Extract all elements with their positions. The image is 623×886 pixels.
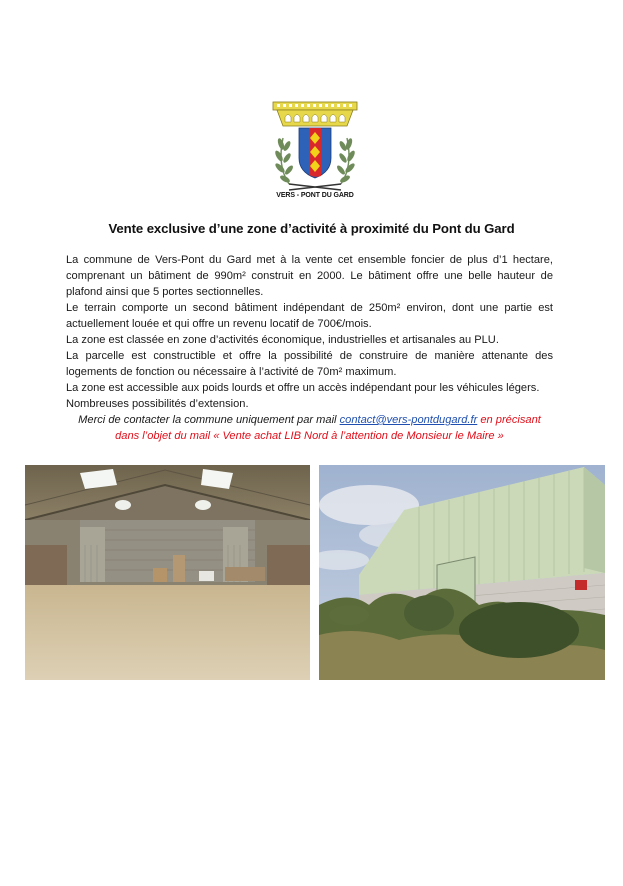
warehouse-exterior-image: [319, 465, 605, 680]
photo-warehouse-interior: [25, 465, 310, 680]
paragraph-second-building: Le terrain comporte un second bâtiment indépendant de 250m² environ, dont une partie est actuellement louée et qui offre un revenu locatif de 700€/mois.: [66, 302, 553, 330]
coat-of-arms-icon: [267, 100, 363, 192]
paragraph-zoning: La zone est classée en zone d’activités économique, industrielles et artisanales au PLU.: [66, 334, 499, 346]
paragraph-access: La zone est accessible aux poids lourds et offre un accès indépendant pour les véhicules légers.: [66, 382, 540, 394]
contact-email-link[interactable]: contact@vers-pontdugard.fr: [339, 414, 478, 426]
contact-prefix: Merci de contacter la commune uniquement par mail: [78, 414, 340, 426]
paragraph-extension: Nombreuses possibilités d’extension.: [66, 398, 249, 410]
photo-warehouse-exterior: [319, 465, 605, 680]
contact-instructions: [66, 412, 553, 444]
warehouse-interior-image: [25, 465, 310, 680]
logo-caption: VERS - PONT DU GARD: [276, 192, 354, 199]
paragraph-constructible: La parcelle est constructible et offre la possibilité de construire de manière attenante des logements de fonction ou nécessaire à l’activité de 70m² maximum.: [66, 350, 553, 378]
paragraph-description: La commune de Vers-Pont du Gard met à la vente cet ensemble foncier de plus d’1 hectare, comprenant un bâtiment de 990m² construit en 2000. Le bâtiment offre une belle hauteur de plafond ainsi que 5 portes sectionnelles.: [66, 254, 553, 298]
document-body: [66, 252, 553, 444]
contact-suffix: en précisant dans l’objet du mail « Vente achat LIB Nord à l’attention de Monsieur le Maire »: [115, 414, 541, 442]
coat-of-arms-logo: [267, 100, 363, 206]
document-title: Vente exclusive d’une zone d’activité à proximité du Pont du Gard: [108, 221, 515, 236]
